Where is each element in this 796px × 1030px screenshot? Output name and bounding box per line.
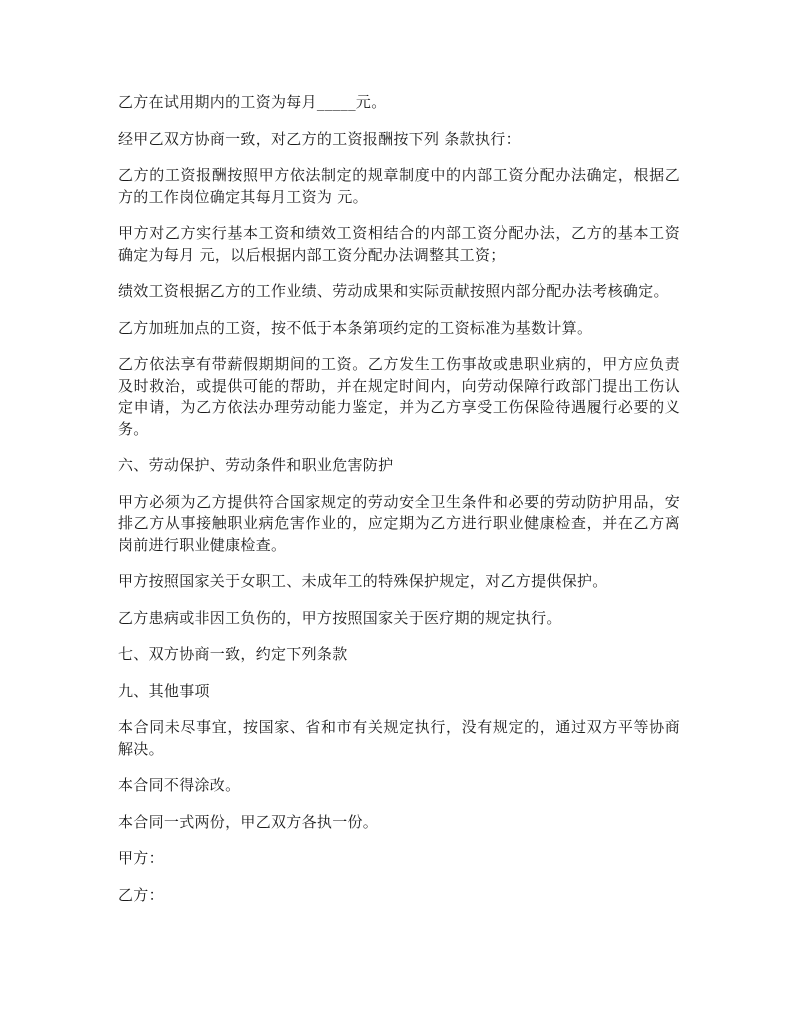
base-wage-paragraph: 甲方对乙方实行基本工资和绩效工资相结合的内部工资分配办法，乙方的基本工资确定为每月 元，以后根据内部工资分配办法调整其工资； [118, 224, 680, 264]
wage-terms-intro-paragraph: 经甲乙双方协商一致，对乙方的工资报酬按下列 条款执行： [118, 129, 521, 148]
paid-leave-injury-paragraph: 乙方依法享有带薪假期期间的工资。乙方发生工伤事故或患职业病的，甲方应负责及时救治，或提供可能的帮助，并在规定时间内，向劳动保障行政部门提出工伤认定申请，为乙方依法办理劳动能力鉴定，并为乙方享受工伤保险待遇履行必要的义务。 [118, 355, 680, 438]
section-nine-heading: 九、其他事项 [118, 681, 210, 700]
overtime-wage-paragraph: 乙方加班加点的工资，按不低于本条第项约定的工资标准为基数计算。 [118, 318, 593, 337]
section-six-heading: 六、劳动保护、劳动条件和职业危害防护 [118, 456, 394, 474]
special-protection-paragraph: 甲方按照国家关于女职工、未成年工的特殊保护规定，对乙方提供保护。 [118, 572, 608, 590]
safety-conditions-paragraph: 甲方必须为乙方提供符合国家规定的劳动安全卫生条件和必要的劳动防护用品，安排乙方从事接触职业病危害作业的，应定期为乙方进行职业健康检查，并在乙方离岗前进行职业健康检查。 [118, 492, 680, 554]
wage-by-position-paragraph: 乙方的工资报酬按照甲方依法制定的规章制度中的内部工资分配办法确定，根据乙方的工作岗位确定其每月工资为 元。 [118, 166, 680, 206]
section-seven-heading: 七、双方协商一致，约定下列条款 [118, 645, 348, 663]
party-b-signature-label: 乙方： [118, 885, 164, 904]
unresolved-matters-paragraph: 本合同未尽事宜，按国家、省和市有关规定执行，没有规定的，通过双方平等协商解决。 [118, 718, 680, 758]
performance-wage-paragraph: 绩效工资根据乙方的工作业绩、劳动成果和实际贡献按照内部分配办法考核确定。 [118, 282, 669, 300]
no-alteration-paragraph: 本合同不得涂改。 [118, 776, 241, 794]
document-page [118, 92, 680, 921]
medical-period-paragraph: 乙方患病或非因工负伤的，甲方按照国家关于医疗期的规定执行。 [118, 608, 562, 627]
party-a-signature-label: 甲方： [118, 849, 164, 867]
probation-wage-paragraph: 乙方在试用期内的工资为每月_____元。 [118, 93, 387, 111]
copies-paragraph: 本合同一式两份，甲乙双方各执一份。 [118, 812, 379, 831]
